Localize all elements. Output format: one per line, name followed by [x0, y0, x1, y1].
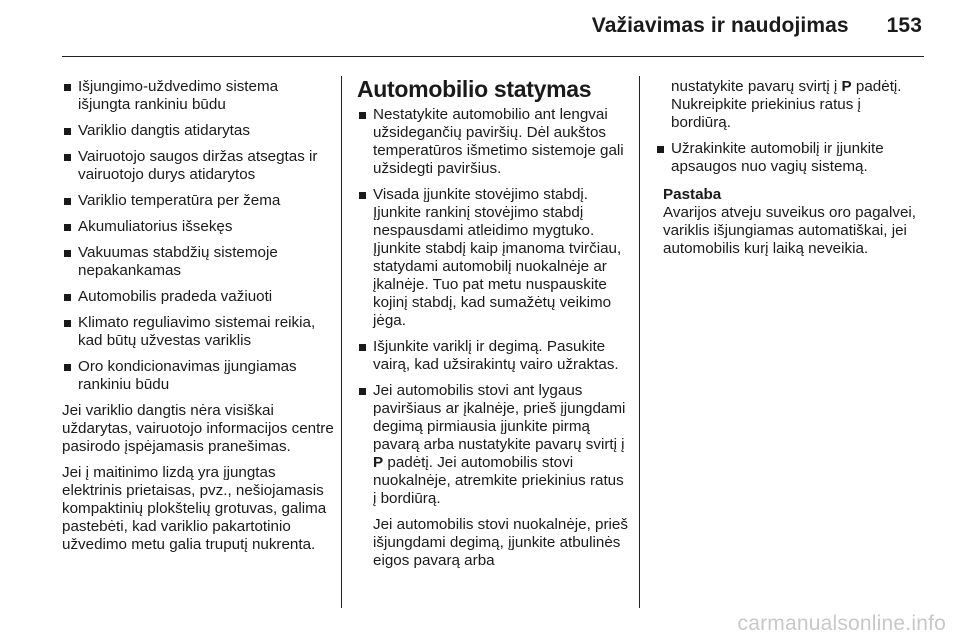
item-text: Jei automobilis stovi ant lygaus paviršiaus ar įkalnėje, prieš įjungdami degimą pirmiausia įjunkite pirmą pavarą arba nustatykite pavarų svirtį į: [373, 382, 626, 453]
header-rule: [62, 56, 924, 57]
item-text: nustatykite pavarų svirtį į: [671, 78, 838, 95]
section-heading: Automobilio statymas: [357, 76, 592, 102]
list-item-continuation: Jei automobilis stovi nuokalnėje, prieš išjungdami degimą, įjunkite atbulinės eigos pavarą arba: [373, 516, 628, 569]
column-2: [357, 76, 629, 578]
list-item-continuation: [655, 78, 925, 132]
page-title: Važiavimas ir naudojimas: [591, 14, 849, 37]
note-title: Pastaba: [663, 186, 722, 203]
column-divider-2: [639, 76, 640, 608]
watermark: carmanualsonline.info: [737, 612, 946, 635]
list-item: Oro kondicionavimas įjungiamas rankiniu būdu: [62, 358, 334, 394]
list-item: Variklio temperatūra per žema: [62, 192, 334, 210]
list-item: Išjunkite variklį ir degimą. Pasukite vairą, kad užsirakintų vairo užraktas.: [357, 338, 629, 374]
list-item: Vairuotojo saugos diržas atsegtas ir vairuotojo durys atidarytos: [62, 148, 334, 184]
item-text: padėtį. Jei automobilis stovi nuokalnėje, atremkite priekinius ratus į bordiūrą.: [373, 454, 624, 507]
list-item: Nestatykite automobilio ant lengvai užsidegančių paviršių. Dėl aukštos temperatūros išmetimo sistemoje gali užsidegti paviršius.: [357, 106, 629, 178]
parking-list: [357, 106, 629, 570]
list-item: Užrakinkite automobilį ir įjunkite apsaugos nuo vagių sistemą.: [655, 140, 925, 176]
gear-p-label: P: [841, 78, 852, 95]
list-item: Išjungimo-uždvedimo sistema išjungta rankiniu būdu: [62, 78, 334, 114]
list-item: Klimato reguliavimo sistemai reikia, kad būtų užvestas variklis: [62, 314, 334, 350]
column-1: [62, 78, 334, 562]
list-item: Vakuumas stabdžių sistemoje nepakankamas: [62, 244, 334, 280]
page-number: 153: [886, 14, 922, 37]
hood-warning-paragraph: Jei variklio dangtis nėra visiškai uždarytas, vairuotojo informacijos centre pasirodo įspėjamasis pranešimas.: [62, 402, 334, 455]
gear-p-label: P: [373, 454, 384, 471]
page-header: [592, 14, 922, 38]
list-item: Variklio dangtis atidarytas: [62, 122, 334, 140]
item-text: padėtį. Nukreipkite priekinius ratus į bordiūrą.: [671, 78, 902, 131]
list-item: [357, 382, 629, 508]
conditions-list: [62, 78, 334, 394]
list-item: Akumuliatorius išsekęs: [62, 218, 334, 236]
column-3: [655, 78, 925, 258]
note-body: Avarijos atveju suveikus oro pagalvei, variklis išjungiamas automatiškai, jei automobilis kurį laiką neveikia.: [663, 204, 916, 257]
parking-list-cont: [655, 140, 925, 176]
list-item: Automobilis pradeda važiuoti: [62, 288, 334, 306]
list-item: Visada įjunkite stovėjimo stabdį. Įjunkite rankinį stovėjimo stabdį nespausdami atleidimo mygtuko. Įjunkite stabdį kaip įmanoma tvirčiau, statydami automobilį nuokalnėje ar įkalnėje. Tuo pat metu nuspauskite kojinį stabdį, kad sumažėtų veikimo jėga.: [357, 186, 629, 330]
column-divider-1: [341, 76, 342, 608]
power-outlet-paragraph: Jei į maitinimo lizdą yra įjungtas elektrinis prietaisas, pvz., nešiojamasis kompaktinių plokštelių grotuvas, galima pastebėti, kad variklio pakartotinio užvedimo metu galia truputį nukrenta.: [62, 464, 327, 553]
